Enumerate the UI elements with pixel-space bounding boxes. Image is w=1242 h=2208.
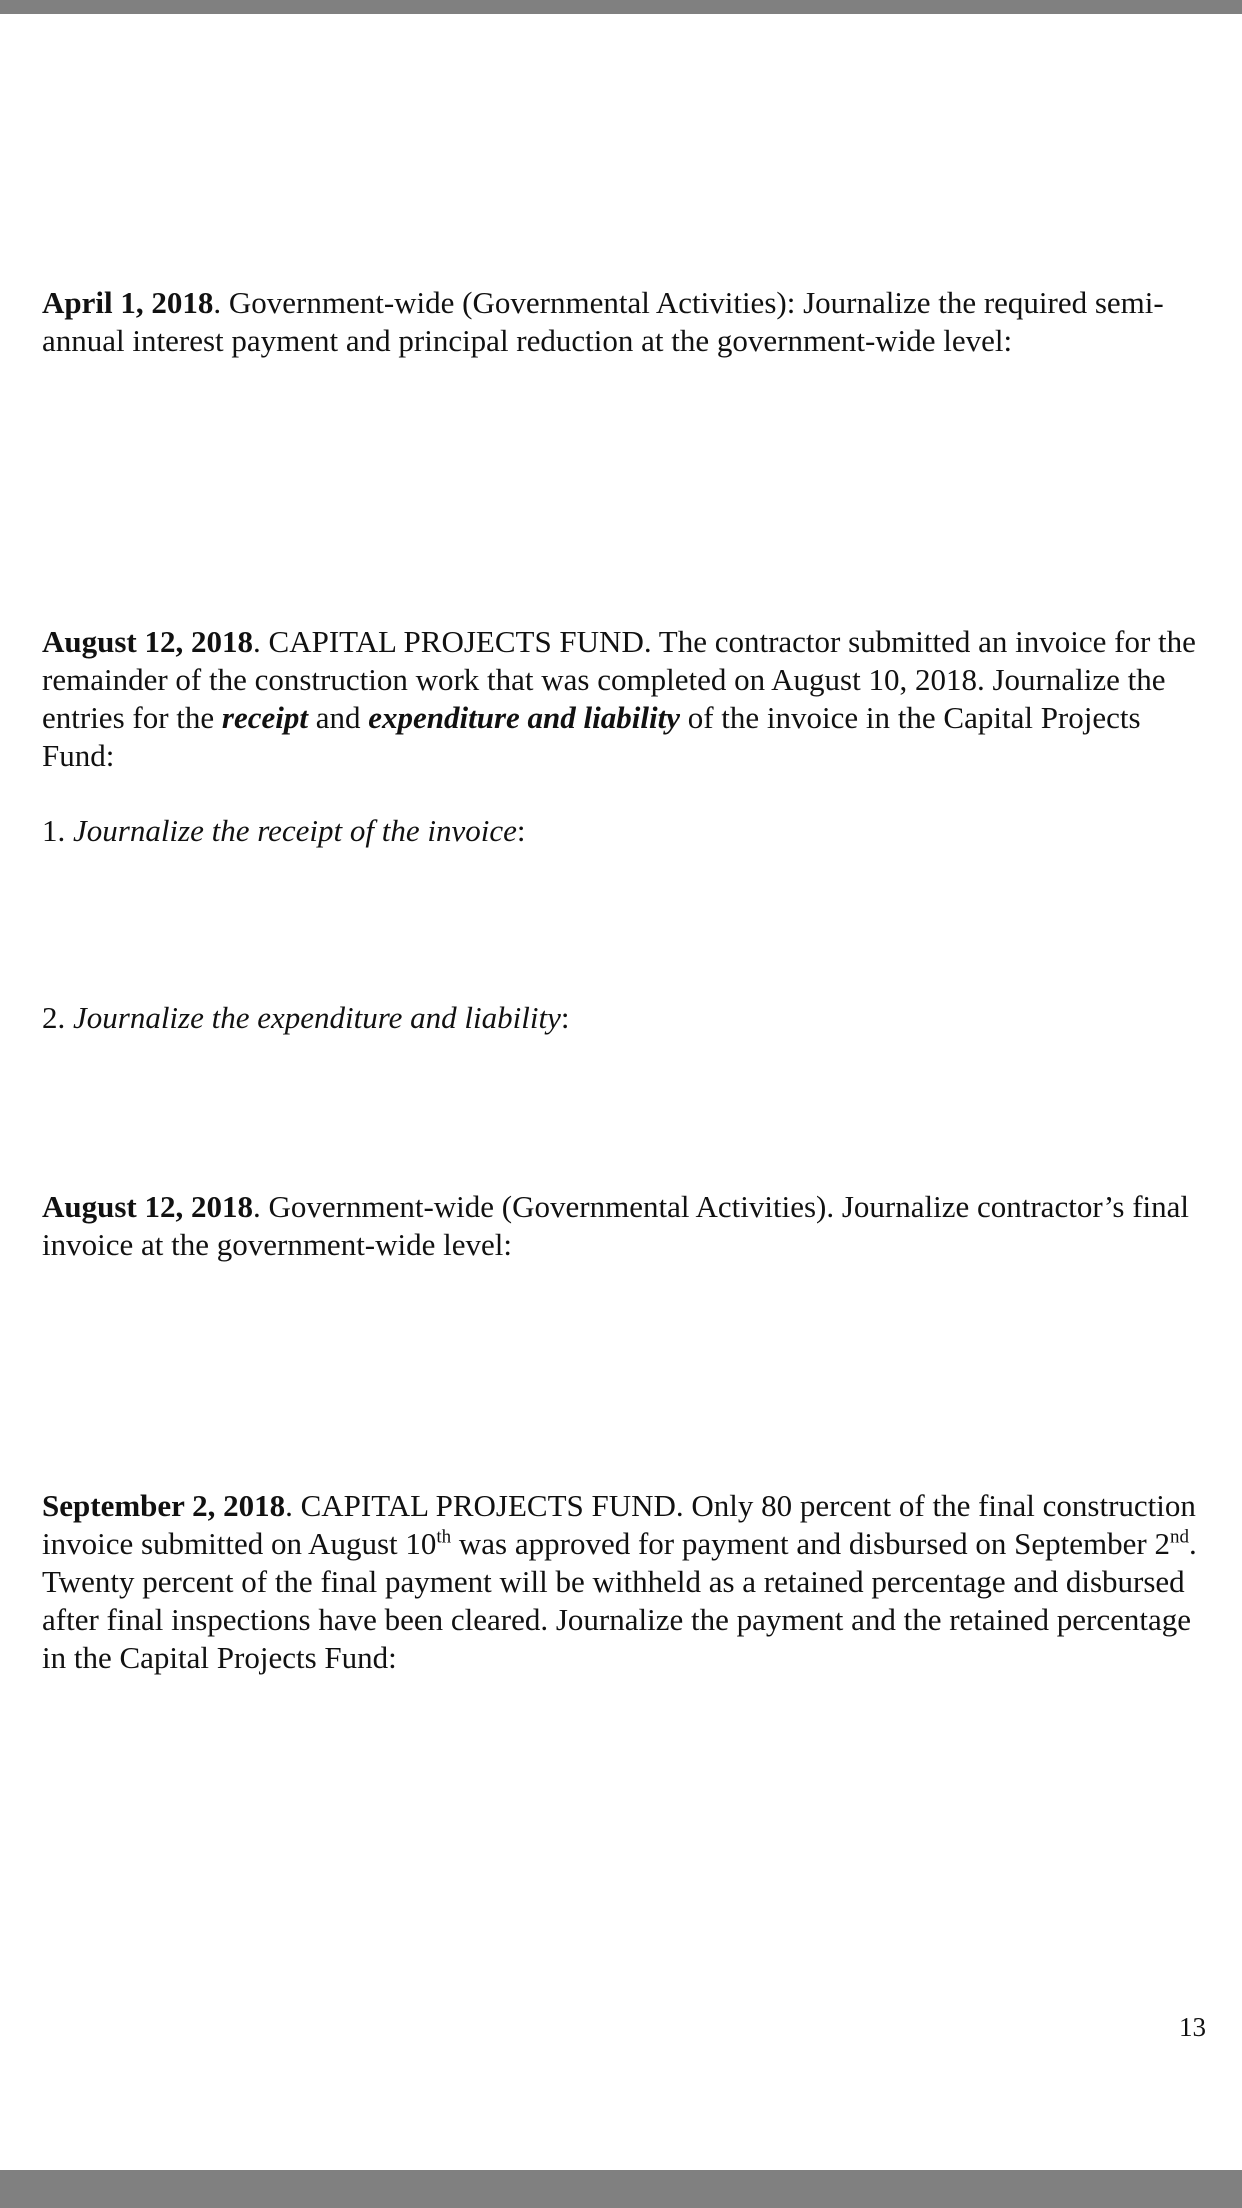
text-august-12-gw: . Government-wide (Governmental Activities). Journalize contractor’s final invoice at the government-wide level: [42, 1189, 1190, 1262]
text-september-2-a: . CAPITAL PROJECTS FUND. Only 80 percent of the final construction invoice submitted on August 10 [42, 1488, 1196, 1561]
step-1-number: 1. [42, 813, 73, 848]
date-august-12-gw: August 12, 2018 [42, 1189, 254, 1224]
paragraph-august-12-gw [42, 1188, 1202, 1264]
step-2-number: 2. [42, 1000, 73, 1035]
paragraph-september-2 [42, 1487, 1202, 1677]
step-2-text: Journalize the expenditure and liability [73, 1000, 561, 1035]
bottom-bar [0, 2170, 1242, 2208]
step-1-text: Journalize the receipt of the invoice [73, 813, 517, 848]
emphasis-expenditure-liability: expenditure and liability [368, 700, 680, 735]
step-1 [42, 812, 1202, 850]
date-september-2: September 2, 2018 [42, 1488, 286, 1523]
text-august-12-cpf-b: and [307, 700, 369, 735]
paragraph-april-1 [42, 284, 1202, 360]
step-2 [42, 999, 1202, 1037]
step-2-colon: : [560, 1000, 570, 1035]
text-september-2-b: was approved for payment and disbursed on September 2 [451, 1526, 1170, 1561]
top-bar [0, 0, 1242, 14]
superscript-th: th [436, 1526, 452, 1548]
paragraph-august-12-cpf [42, 623, 1202, 775]
superscript-nd: nd [1170, 1526, 1189, 1548]
text-september-2-c: . Twenty percent of the final payment will be withheld as a retained percentage and disbursed after final inspections have been cleared. Journalize the payment and the retained percentage in the Capital Projects Fund: [42, 1526, 1197, 1675]
emphasis-receipt: receipt [221, 700, 308, 735]
text-april-1: . Government-wide (Governmental Activities): Journalize the required semi-annual interest payment and principal reduction at the government-wide level: [42, 285, 1164, 358]
text-august-12-cpf-a: . CAPITAL PROJECTS FUND. The contractor submitted an invoice for the remainder of the construction work that was completed on August 10, 2018. Journalize the entries for the [42, 624, 1196, 735]
page-number: 13 [1179, 2012, 1206, 2042]
date-april-1: April 1, 2018 [42, 285, 214, 320]
step-1-colon: : [516, 813, 526, 848]
text-august-12-cpf-c: of the invoice in the Capital Projects Fund: [42, 700, 1141, 773]
date-august-12-cpf: August 12, 2018 [42, 624, 254, 659]
